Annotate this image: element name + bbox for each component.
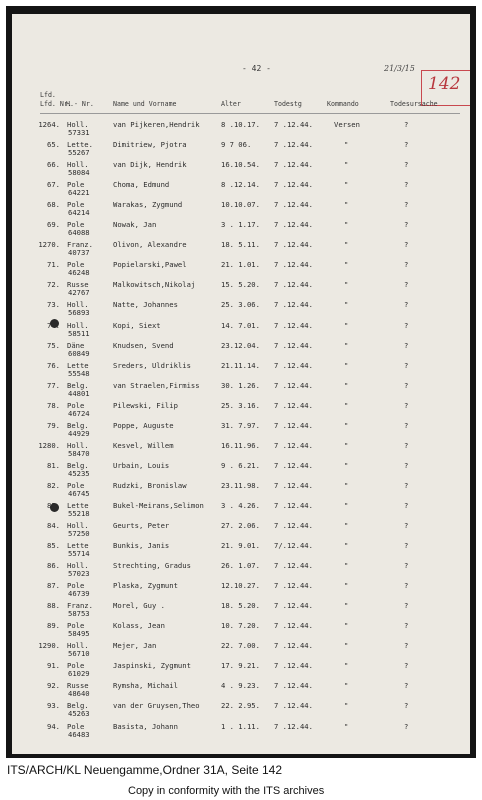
row-birthdate: 26. 1.07. [221,561,260,571]
row-name: Bunkis, Janis [113,541,170,551]
row-kommando: " [344,420,349,430]
row-death-date: 7 .12.44. [274,140,313,150]
row-number: 94. [47,721,60,731]
row-prisoner-number: 58084 [68,168,90,178]
row-death-date: 7 .12.44. [274,320,313,330]
row-birthdate: 4 . 9.23. [221,681,260,691]
row-death-date: 7 .12.44. [274,240,313,250]
row-kommando: " [344,601,349,611]
row-kommando: " [344,701,349,711]
row-prisoner-number: 56893 [68,308,90,318]
row-name: Sreders, Uldriklis [113,360,191,370]
row-nationality: Pole [67,200,85,210]
row-number: 78. [47,400,60,410]
row-number: 66. [47,160,60,170]
row-cause: ? [404,400,409,410]
row-kommando: " [344,521,349,530]
row-death-date: 7 .12.44. [274,641,313,651]
row-death-date: 7 .12.44. [274,180,313,190]
row-kommando: " [344,721,349,731]
row-prisoner-number: 55218 [68,508,90,518]
row-cause: ? [404,541,409,551]
row-death-date: 7 .12.44. [274,220,313,230]
row-death-date: 7 .12.44. [274,300,313,310]
row-nationality: Pole [67,581,85,591]
row-nationality: Lette [67,360,89,370]
row-birthdate: 16.10.54. [221,160,260,170]
row-prisoner-number: 58511 [68,328,90,338]
row-cause: ? [404,240,409,250]
row-kommando: " [344,661,349,671]
row-nationality: Holl. [67,160,89,170]
row-nationality: Pole [67,260,85,270]
row-nationality: Lette [67,541,89,551]
row-nationality: Pole [67,400,85,410]
row-nationality: Holl. [67,521,89,530]
row-prisoner-number: 46248 [68,268,90,278]
row-birthdate: 21. 9.01. [221,541,260,551]
row-death-date: 7 .12.44. [274,561,313,571]
row-birthdate: 3 . 4.26. [221,500,260,510]
row-death-date: 7 .12.44. [274,360,313,370]
row-name: Plaska, Zygmunt [113,581,178,591]
row-number: 68. [47,200,60,210]
row-birthdate: 22. 2.95. [221,701,260,711]
row-death-date: 7 .12.44. [274,440,313,450]
row-number: 79. [47,420,60,430]
row-nationality: Pole [67,180,85,190]
row-number: 92. [47,681,60,691]
row-name: Knudsen, Svend [113,340,174,350]
row-name: Kopi, Siext [113,320,161,330]
row-cause: ? [404,661,409,671]
row-birthdate: 18. 5.11. [221,240,260,250]
row-name: Jaspinski, Zygmunt [113,661,191,671]
row-number: 93. [47,701,60,711]
row-cause: ? [404,500,409,510]
row-death-date: 7 .12.44. [274,160,313,170]
row-cause: ? [404,721,409,731]
row-kommando: " [344,380,349,390]
row-name: Rudzki, Bronislaw [113,480,187,490]
row-prisoner-number: 64221 [68,188,90,198]
row-prisoner-number: 55714 [68,549,90,559]
column-header-kommando: Kommando [327,100,359,108]
row-birthdate: 27. 2.06. [221,521,260,530]
row-cause: ? [404,561,409,571]
row-death-date: 7 .12.44. [274,661,313,671]
row-prisoner-number: 60849 [68,348,90,358]
row-prisoner-number: 45235 [68,468,90,478]
row-prisoner-number: 45263 [68,709,90,719]
row-nationality: Pole [67,480,85,490]
row-name: Basista, Johann [113,721,178,731]
row-birthdate: 9 . 6.21. [221,460,260,470]
row-prisoner-number: 46483 [68,729,90,739]
row-number: 85. [47,541,60,551]
row-death-date: 7 .12.44. [274,340,313,350]
row-cause: ? [404,601,409,611]
row-prisoner-number: 58495 [68,629,90,639]
row-name: Popielarski,Pawel [113,260,187,270]
row-number: 1290. [38,641,60,651]
row-kommando: " [344,581,349,591]
header-underline [40,113,460,114]
row-birthdate: 21. 1.01. [221,260,260,270]
row-cause: ? [404,621,409,631]
row-kommando: " [344,140,349,150]
row-birthdate: 9 7 06. [221,140,252,150]
row-birthdate: 3 . 1.17. [221,220,260,230]
row-cause: ? [404,320,409,330]
row-birthdate: 12.10.27. [221,581,260,591]
row-birthdate: 10. 7.20. [221,621,260,631]
row-cause: ? [404,440,409,450]
row-name: Bukel-Meirans,Selimon [113,500,204,510]
row-nationality: Lette. [67,140,93,150]
handwritten-reference: 21/3/15 [384,64,415,73]
row-kommando: " [344,621,349,631]
row-number: 75. [47,340,60,350]
row-kommando: " [344,340,349,350]
column-header-hnr: H.- Nr. [66,100,94,108]
row-name: Warakas, Zygmund [113,200,183,210]
row-number: 71. [47,260,60,270]
column-header-name: Name und Vorname [113,100,177,108]
row-kommando: " [344,641,349,651]
row-nationality: Däne [67,340,85,350]
row-nationality: Holl. [67,120,89,129]
row-prisoner-number: 57250 [68,529,90,538]
row-cause: ? [404,200,409,210]
row-kommando: " [344,480,349,490]
row-death-date: 7 .12.44. [274,500,313,510]
row-number: 1264. [38,120,60,129]
row-nationality: Belg. [67,701,89,711]
row-name: Natte, Johannes [113,300,178,310]
row-number: 69. [47,220,60,230]
row-number: 1270. [38,240,60,250]
row-prisoner-number: 61029 [68,669,90,679]
row-cause: ? [404,180,409,190]
row-prisoner-number: 57023 [68,569,90,579]
row-prisoner-number: 64088 [68,228,90,238]
row-birthdate: 17. 9.21. [221,661,260,671]
row-kommando: " [344,260,349,270]
row-birthdate: 16.11.96. [221,440,260,450]
row-birthdate: 14. 7.01. [221,320,260,330]
row-nationality: Pole [67,220,85,230]
row-name: Choma, Edmund [113,180,170,190]
row-nationality: Holl. [67,440,89,450]
row-kommando: " [344,200,349,210]
row-name: van der Gruysen,Theo [113,701,200,711]
row-name: van Straelen,Firmiss [113,380,200,390]
row-death-date: 7 .12.44. [274,601,313,611]
row-nationality: Russe [67,681,89,691]
row-cause: ? [404,420,409,430]
row-name: Malkowitsch,Nikolaj [113,280,196,290]
row-cause: ? [404,260,409,270]
row-kommando: " [344,500,349,510]
row-prisoner-number: 46739 [68,589,90,599]
row-number: 72. [47,280,60,290]
row-death-date: 7 .12.44. [274,621,313,631]
row-nationality: Russe [67,280,89,290]
column-header-todesursache: Todesursache [390,100,438,108]
row-cause: ? [404,160,409,170]
row-kommando: " [344,400,349,410]
row-death-date: 7 .12.44. [274,200,313,210]
row-birthdate: 1 . 1.11. [221,721,260,731]
row-prisoner-number: 40737 [68,248,90,258]
row-birthdate: 8 .12.14. [221,180,260,190]
row-prisoner-number: 55267 [68,148,90,158]
row-birthdate: 25. 3.16. [221,400,260,410]
row-kommando: " [344,460,349,470]
row-name: Olivon, Alexandre [113,240,187,250]
row-birthdate: 25. 3.06. [221,300,260,310]
row-number: 77. [47,380,60,390]
row-prisoner-number: 44929 [68,428,90,438]
row-number: 67. [47,180,60,190]
row-name: Rymsha, Michail [113,681,178,691]
row-prisoner-number: 56710 [68,649,90,659]
row-cause: ? [404,581,409,591]
row-number: 84. [47,521,60,530]
row-prisoner-number: 48640 [68,689,90,699]
row-cause: ? [404,360,409,370]
row-name: Strechting, Gradus [113,561,191,571]
row-number: 87. [47,581,60,591]
row-name: Geurts, Peter [113,521,170,530]
row-kommando: " [344,681,349,691]
row-name: Morel, Guy . [113,601,165,611]
row-nationality: Holl. [67,300,89,310]
row-birthdate: 10.10.07. [221,200,260,210]
row-kommando: " [344,240,349,250]
row-cause: ? [404,340,409,350]
row-kommando: " [344,541,349,551]
row-cause: ? [404,120,409,129]
row-cause: ? [404,140,409,150]
row-kommando: " [344,440,349,450]
row-prisoner-number: 55548 [68,368,90,378]
row-kommando: Versen [334,120,360,129]
row-cause: ? [404,460,409,470]
row-name: Mejer, Jan [113,641,157,651]
row-cause: ? [404,681,409,691]
row-death-date: 7 .12.44. [274,460,313,470]
row-nationality: Holl. [67,561,89,571]
row-nationality: Holl. [67,641,89,651]
row-birthdate: 23.11.98. [221,480,260,490]
row-name: Kolass, Jean [113,621,165,631]
row-cause: ? [404,641,409,651]
column-header-alter: Alter [221,100,241,108]
column-header-todestag: Todestg [274,100,302,108]
row-prisoner-number: 42767 [68,288,90,298]
column-header-nr: Lfd. Nr. [40,100,72,108]
row-nationality: Franz. [67,601,93,611]
row-kommando: " [344,180,349,190]
row-name: Nowak, Jan [113,220,157,230]
row-number: 76. [47,360,60,370]
row-birthdate: 21.11.14. [221,360,260,370]
row-birthdate: 22. 7.00. [221,641,260,651]
row-number: 91. [47,661,60,671]
row-kommando: " [344,561,349,571]
row-prisoner-number: 57331 [68,128,90,137]
row-number: 65. [47,140,60,150]
document-page [12,14,470,754]
stamp-number: 142 [428,74,461,94]
row-prisoner-number: 46745 [68,488,90,498]
row-number: 83. [47,500,60,510]
footer-conformity: Copy in conformity with the ITS archives [128,785,325,797]
row-death-date: 7 .12.44. [274,480,313,490]
row-number: 81. [47,460,60,470]
row-kommando: " [344,320,349,330]
column-header-lfd: Lfd. [40,91,56,99]
row-kommando: " [344,160,349,170]
row-kommando: " [344,300,349,310]
row-name: Urbain, Louis [113,460,170,470]
row-prisoner-number: 44801 [68,388,90,398]
row-number: 73. [47,300,60,310]
row-death-date: 7 .12.44. [274,701,313,711]
row-death-date: 7 .12.44. [274,120,313,129]
row-number: 88. [47,601,60,611]
row-cause: ? [404,280,409,290]
row-birthdate: 23.12.04. [221,340,260,350]
row-cause: ? [404,220,409,230]
row-death-date: 7 .12.44. [274,721,313,731]
row-prisoner-number: 46724 [68,408,90,418]
row-nationality: Pole [67,621,85,631]
row-death-date: 7 .12.44. [274,260,313,270]
row-number: 1280. [38,440,60,450]
row-number: 86. [47,561,60,571]
row-nationality: Lette [67,500,89,510]
row-birthdate: 30. 1.26. [221,380,260,390]
row-name: Pilewski, Filip [113,400,178,410]
row-death-date: 7 .12.44. [274,681,313,691]
row-nationality: Pole [67,661,85,671]
row-number: 89. [47,621,60,631]
row-death-date: 7 .12.44. [274,521,313,530]
row-prisoner-number: 58470 [68,448,90,458]
row-birthdate: 8 .10.17. [221,120,260,129]
row-prisoner-number: 58753 [68,609,90,619]
row-death-date: 7 .12.44. [274,420,313,430]
row-nationality: Franz. [67,240,93,250]
row-death-date: 7 .12.44. [274,400,313,410]
row-birthdate: 31. 7.97. [221,420,260,430]
page-number: - 42 - [242,64,271,73]
row-birthdate: 18. 5.20. [221,601,260,611]
row-cause: ? [404,480,409,490]
row-cause: ? [404,300,409,310]
row-nationality: Belg. [67,380,89,390]
row-name: Kesvel, Willem [113,440,174,450]
row-cause: ? [404,380,409,390]
footer-source: ITS/ARCH/KL Neuengamme,Ordner 31A, Seite 142 [7,763,283,777]
row-kommando: " [344,220,349,230]
row-birthdate: 15. 5.20. [221,280,260,290]
row-kommando: " [344,360,349,370]
row-prisoner-number: 64214 [68,208,90,218]
row-name: van Pijkeren,Hendrik [113,120,200,129]
row-death-date: 7/.12.44. [274,541,313,551]
row-cause: ? [404,521,409,530]
row-nationality: Belg. [67,460,89,470]
row-name: Dimitriew, Pjotra [113,140,187,150]
row-number: 82. [47,480,60,490]
row-cause: ? [404,701,409,711]
row-nationality: Holl. [67,320,89,330]
row-name: Poppe, Auguste [113,420,174,430]
row-nationality: Belg. [67,420,89,430]
row-nationality: Pole [67,721,85,731]
row-kommando: " [344,280,349,290]
row-death-date: 7 .12.44. [274,581,313,591]
row-number: 74. [47,320,60,330]
row-name: van Dijk, Hendrik [113,160,187,170]
row-death-date: 7 .12.44. [274,280,313,290]
row-death-date: 7 .12.44. [274,380,313,390]
